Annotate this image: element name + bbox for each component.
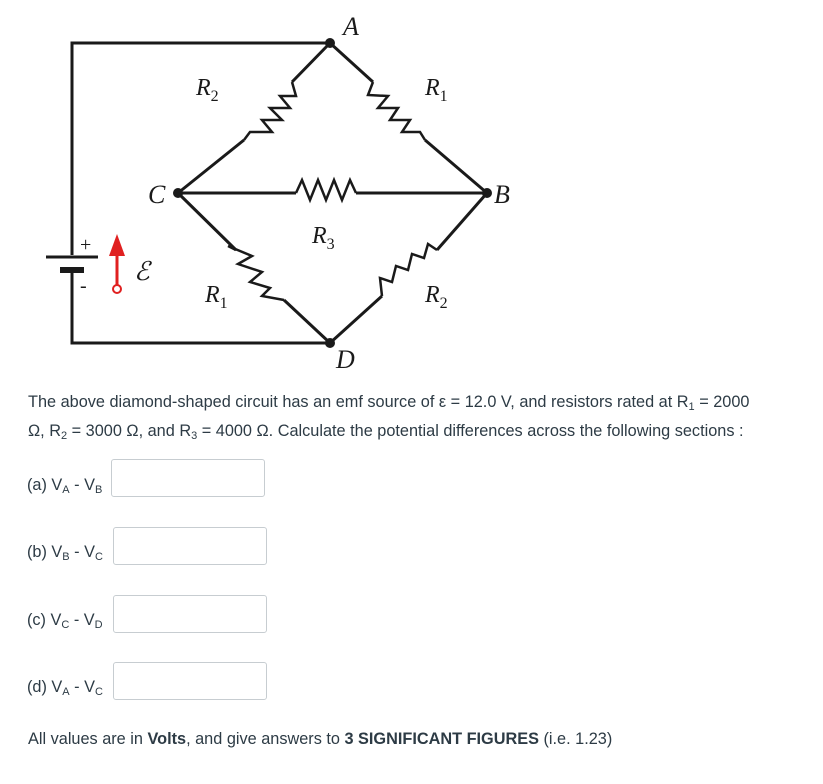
question-a-mid: - V: [69, 476, 95, 494]
question-a-sub-1: A: [62, 484, 70, 496]
question-c-label: [27, 611, 103, 630]
instructions-footer: [28, 730, 612, 749]
question-b-sub-1: B: [62, 551, 70, 563]
desc-part-3: Ω, R: [28, 422, 61, 440]
question-d-label: [27, 678, 103, 697]
question-d-sub-1: A: [62, 686, 70, 698]
node-a-label: A: [343, 12, 359, 41]
resistor-bottom-right-base: R: [425, 282, 440, 308]
question-a-sub-2: B: [94, 484, 103, 496]
question-b-prefix: (b) V: [27, 543, 63, 561]
node-d-dot: [325, 338, 335, 348]
emf-arrow-icon: [109, 234, 125, 293]
resistor-middle-sub: 3: [326, 236, 335, 253]
desc-sub-2: 2: [60, 430, 68, 442]
node-a-dot: [325, 38, 335, 48]
resistor-bottom-right-sub: 2: [439, 295, 448, 312]
resistor-top-left-zigzag: [244, 82, 296, 140]
question-d-mid: - V: [69, 678, 95, 696]
desc-part-2: = 2000: [694, 393, 750, 411]
question-a-label: [27, 476, 102, 495]
resistor-middle-label: [311, 223, 335, 253]
question-b-sub-2: C: [94, 551, 103, 563]
question-a-prefix: (a) V: [27, 476, 63, 494]
footer-part-3: (i.e. 1.23): [538, 730, 613, 748]
desc-part-5: = 4000 Ω. Calculate the potential differences across the following sections :: [197, 422, 744, 440]
question-c-sub-1: C: [61, 619, 70, 631]
problem-description: [28, 388, 818, 446]
resistor-bottom-left-base: R: [205, 282, 220, 308]
footer-bold-2: 3 SIGNIFICANT FIGURES: [344, 730, 539, 748]
battery-icon: [46, 257, 98, 292]
resistor-top-right-zigzag: [368, 82, 425, 140]
answer-b-input[interactable]: [113, 527, 267, 565]
resistor-top-right-label: [424, 75, 448, 105]
resistor-top-left-base: R: [196, 75, 211, 101]
resistor-top-right-base: R: [425, 75, 440, 101]
battery-minus-label: -: [80, 275, 87, 297]
node-d-label: D: [336, 345, 355, 374]
question-c-prefix: (c) V: [27, 611, 62, 629]
footer-bold-1: Volts: [147, 730, 187, 748]
question-d-sub-2: C: [94, 686, 103, 698]
node-b-label: B: [494, 180, 510, 209]
resistor-bottom-left-label: [204, 282, 228, 312]
desc-part-1: The above diamond-shaped circuit has an emf source of ε = 12.0 V, and resistors rated at R: [28, 393, 689, 411]
node-b-dot: [482, 188, 492, 198]
question-c-mid: - V: [69, 611, 95, 629]
resistor-top-right-sub: 1: [439, 88, 448, 105]
battery-plus-label: +: [80, 234, 92, 256]
question-c-sub-2: D: [94, 619, 103, 631]
emf-symbol: ℰ: [134, 257, 150, 286]
node-c-label: C: [148, 180, 166, 209]
answer-c-input[interactable]: [113, 595, 267, 633]
question-d-prefix: (d) V: [27, 678, 63, 696]
resistor-bottom-left-sub: 1: [219, 295, 228, 312]
answer-d-input[interactable]: [113, 662, 267, 700]
resistor-bottom-right-label: [424, 282, 448, 312]
resistor-top-left-sub: 2: [210, 88, 219, 105]
resistor-top-left-label: [195, 75, 219, 105]
footer-part-2: , and give answers to: [186, 730, 345, 748]
node-c-dot: [173, 188, 183, 198]
question-b-label: [27, 543, 103, 562]
resistor-bottom-left-zigzag: [228, 246, 284, 300]
circuit-diagram: [0, 0, 823, 380]
resistor-middle-zigzag: [296, 180, 356, 200]
question-b-mid: - V: [69, 543, 95, 561]
desc-part-4: = 3000 Ω, and R: [67, 422, 192, 440]
footer-part-1: All values are in: [28, 730, 148, 748]
desc-sub-1: 1: [688, 401, 695, 413]
resistor-middle-base: R: [312, 223, 327, 249]
desc-sub-3: 3: [191, 430, 198, 442]
answer-a-input[interactable]: [111, 459, 265, 497]
